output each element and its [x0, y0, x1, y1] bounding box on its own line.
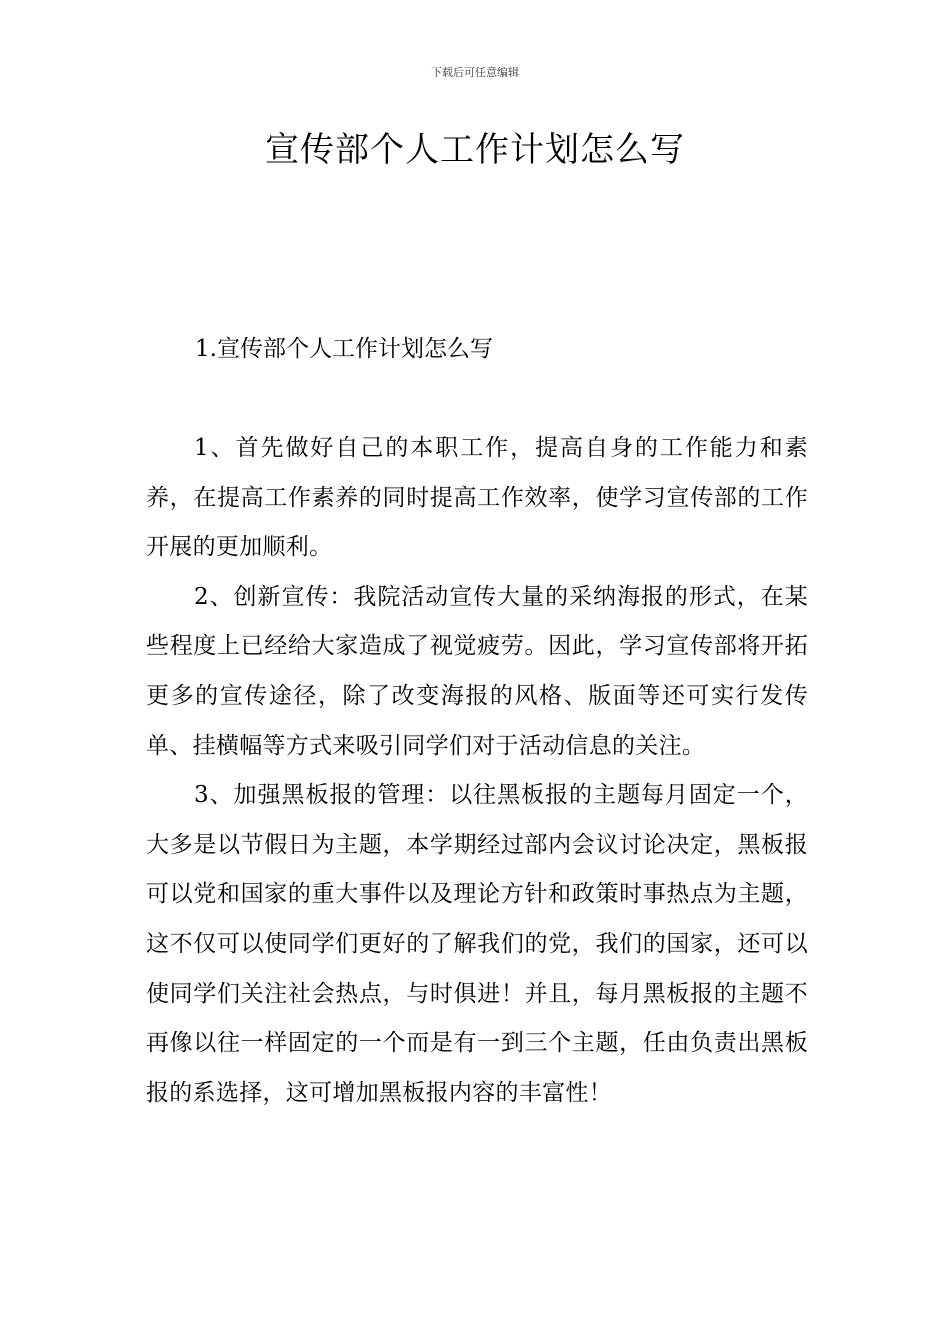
header-note: 下载后可任意编辑: [431, 66, 519, 79]
paragraph: 2、创新宣传：我院活动宣传大量的采纳海报的形式，在某些程度上已经给大家造成了视觉疲劳。因此，学习宣传部将开拓更多的宣传途径，除了改变海报的风格、版面等还可实行发传单、挂横幅等方式来吸引同学们对于活动信息的关注。: [146, 583, 808, 759]
section-heading: 1.宣传部个人工作计划怎么写: [195, 336, 493, 362]
paragraph: 3、加强黑板报的管理：以往黑板报的主题每月固定一个，大多是以节假日为主题，本学期经过部内会议讨论决定，黑板报可以党和国家的重大事件以及理论方针和政策时事热点为主题，这不仅可以使同学们更好的了解我们的党，我们的国家，还可以使同学们关注社会热点，与时俱进！并且，每月黑板报的主题不再像以往一样固定的一个而是有一到三个主题，任由负责出黑板报的系选择，这可增加黑板报内容的丰富性！: [146, 782, 808, 1106]
paragraph: 1、首先做好自己的本职工作，提高自身的工作能力和素养，在提高工作素养的同时提高工作效率，使学习宣传部的工作开展的更加顺利。: [146, 435, 808, 561]
document-body: [146, 424, 808, 1118]
document-title: 宣传部个人工作计划怎么写: [265, 130, 685, 170]
